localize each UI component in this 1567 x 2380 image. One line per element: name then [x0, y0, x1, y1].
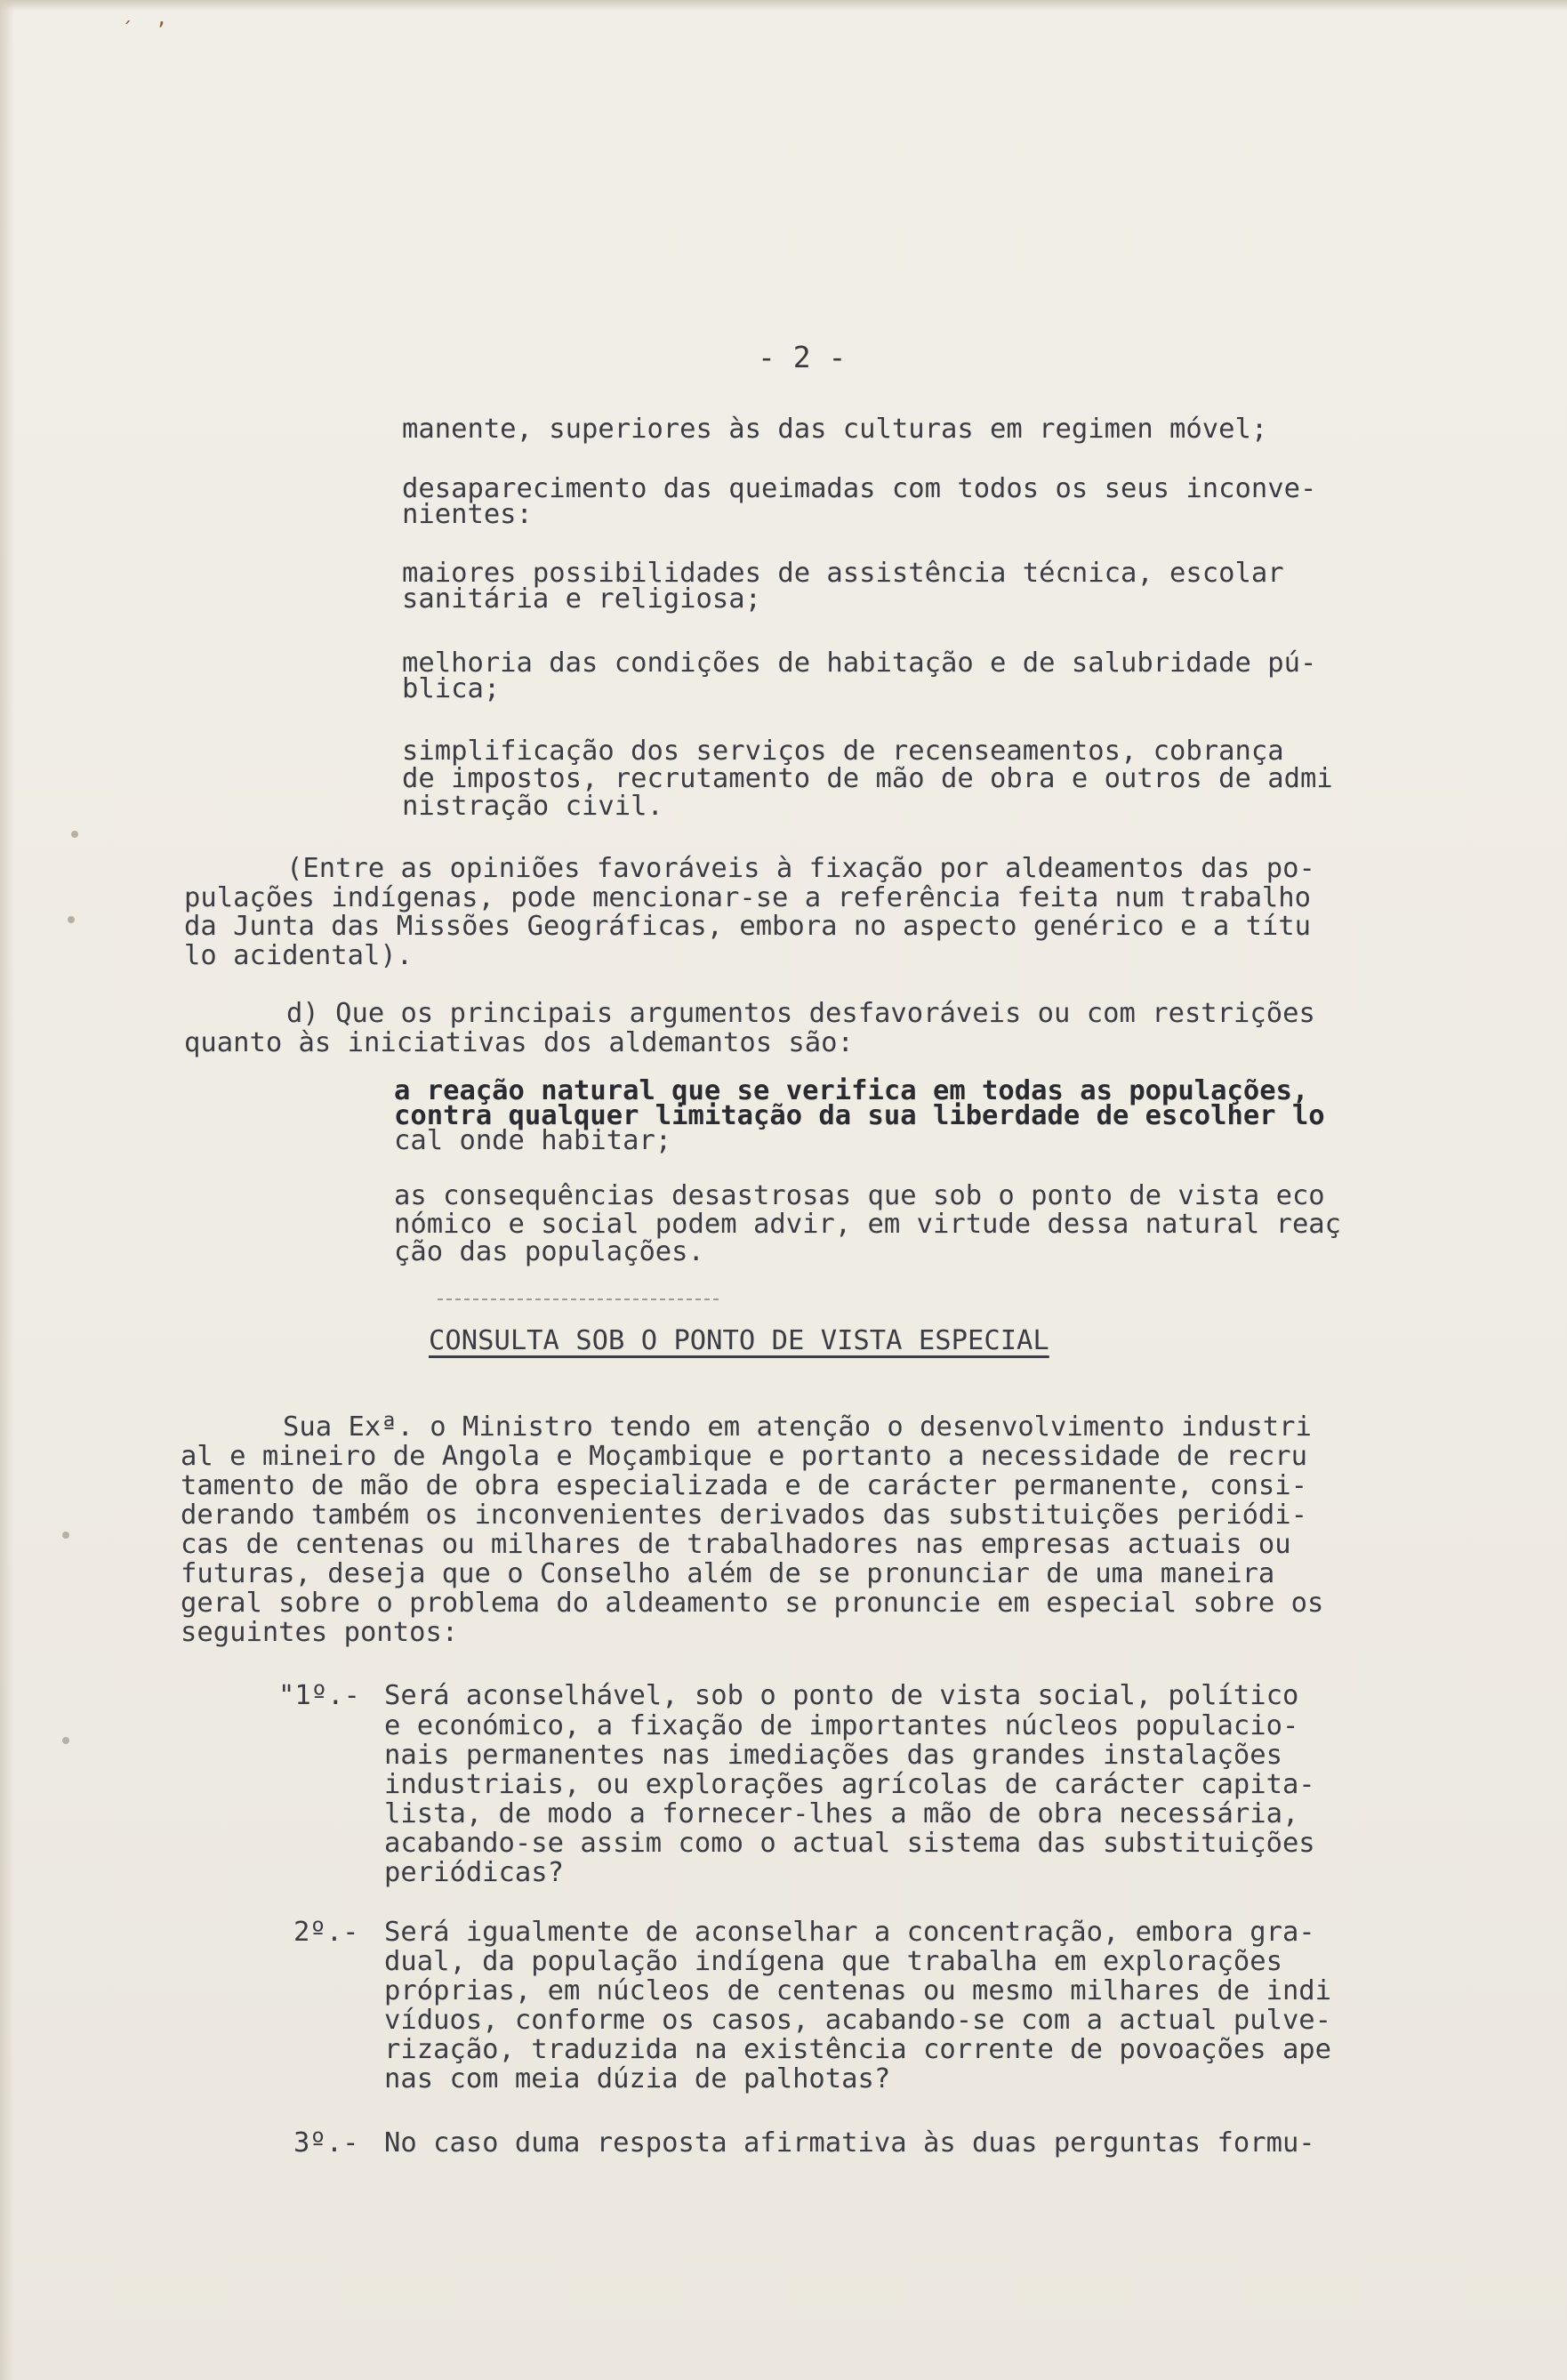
question-line: industriais, ou explorações agrícolas de carácter capita-	[384, 1769, 1315, 1800]
question-line: dual, da população indígena que trabalha em explorações	[384, 1946, 1282, 1977]
benefit-line: desaparecimento das queimadas com todos os seus inconve-	[402, 473, 1317, 504]
benefit-line: blica;	[402, 673, 501, 704]
parenthetical-line: pulações indígenas, pode mencionar-se a referência feita num trabalho	[184, 882, 1312, 913]
consulta-line: cas de centenas ou milhares de trabalhadores nas empresas actuais ou	[181, 1529, 1291, 1560]
question-number: "1º.-	[278, 1680, 360, 1711]
benefit-line: sanitária e religiosa;	[402, 583, 761, 615]
question-line: rização, traduzida na existência corrente de povoações ape	[384, 2034, 1332, 2065]
question-line: e económico, a fixação de importantes núcleos populacio-	[384, 1710, 1299, 1741]
question-line: nas com meia dúzia de palhotas?	[384, 2063, 891, 2095]
page-number: - 2 -	[758, 340, 847, 374]
benefit-line: nientes:	[402, 499, 533, 530]
question-line: próprias, em núcleos de centenas ou mesmo milhares de indi	[384, 1975, 1332, 2006]
section-separator	[438, 1299, 719, 1300]
page-left-edge-shadow	[0, 0, 14, 2380]
parenthetical-line: (Entre as opiniões favoráveis à fixação por aldeamentos das po-	[286, 853, 1315, 884]
argument-line: cal onde habitar;	[394, 1125, 672, 1156]
consulta-line: al e mineiro de Angola e Moçambique e portanto a necessidade de recru	[181, 1441, 1308, 1472]
question-line: No caso duma resposta afirmativa às duas perguntas formu-	[384, 2127, 1315, 2159]
argument-line: as consequências desastrosas que sob o ponto de vista eco	[394, 1180, 1325, 1211]
question-line: víduos, conforme os casos, acabando-se com a actual pulve-	[384, 2005, 1332, 2036]
consulta-line: tamento de mão de obra especializada e de carácter permanente, consi-	[181, 1470, 1308, 1501]
intro-line: manente, superiores às das culturas em regimen móvel;	[402, 414, 1268, 445]
benefit-line: simplificação dos serviços de recenseamentos, cobrança	[402, 736, 1284, 767]
argument-line: ção das populações.	[394, 1236, 704, 1267]
question-line: Será igualmente de aconselhar a concentração, embora gra-	[384, 1917, 1315, 1948]
consulta-line: Sua Exª. o Ministro tendo em atenção o desenvolvimento industri	[283, 1411, 1312, 1443]
consulta-line: geral sobre o problema do aldeamento se pronuncie em especial sobre os	[181, 1588, 1324, 1619]
punch-mark	[68, 916, 75, 923]
item-d-line: quanto às iniciativas dos aldemantos são:	[184, 1027, 854, 1058]
corner-ink-marks: ´ ʼ	[121, 20, 173, 42]
benefit-line: maiores possibilidades de assistência técnica, escolar	[402, 558, 1284, 589]
parenthetical-line: lo acidental).	[184, 940, 414, 971]
benefit-line: melhoria das condições de habitação e de salubridade pú-	[402, 647, 1317, 679]
punch-mark	[62, 1737, 69, 1744]
question-line: acabando-se assim como o actual sistema das substituições	[384, 1828, 1315, 1859]
punch-mark	[71, 831, 78, 838]
item-d-line: d) Que os principais argumentos desfavoráveis ou com restrições	[286, 998, 1315, 1029]
question-line: lista, de modo a fornecer-lhes a mão de obra necessária,	[384, 1798, 1299, 1829]
argument-line: nómico e social podem advir, em virtude dessa natural reaç	[394, 1209, 1342, 1240]
consulta-line: seguintes pontos:	[181, 1617, 459, 1648]
consulta-line: futuras, deseja que o Conselho além de se pronunciar de uma maneira	[181, 1558, 1275, 1589]
question-line: Será aconselhável, sob o ponto de vista social, político	[384, 1680, 1299, 1711]
question-number: 2º.-	[293, 1917, 359, 1948]
punch-mark	[62, 1532, 69, 1539]
question-number: 3º.-	[293, 2127, 359, 2159]
argument-line: contra qualquer limitação da sua liberdade de escolher lo	[394, 1100, 1325, 1131]
benefit-line: nistração civil.	[402, 791, 663, 822]
argument-line: a reação natural que se verifica em todas as populações,	[394, 1075, 1309, 1106]
question-line: nais permanentes nas imediações das grandes instalações	[384, 1740, 1282, 1771]
question-line: periódicas?	[384, 1857, 564, 1888]
section-heading: CONSULTA SOB O PONTO DE VISTA ESPECIAL	[429, 1325, 1049, 1356]
parenthetical-line: da Junta das Missões Geográficas, embora no aspecto genérico e a títu	[184, 911, 1312, 942]
page-top-edge-shadow	[0, 0, 1567, 11]
benefit-line: de impostos, recrutamento de mão de obra e outros de admi	[402, 763, 1333, 794]
consulta-line: derando também os inconvenientes derivados das substituições periódi-	[181, 1500, 1308, 1531]
